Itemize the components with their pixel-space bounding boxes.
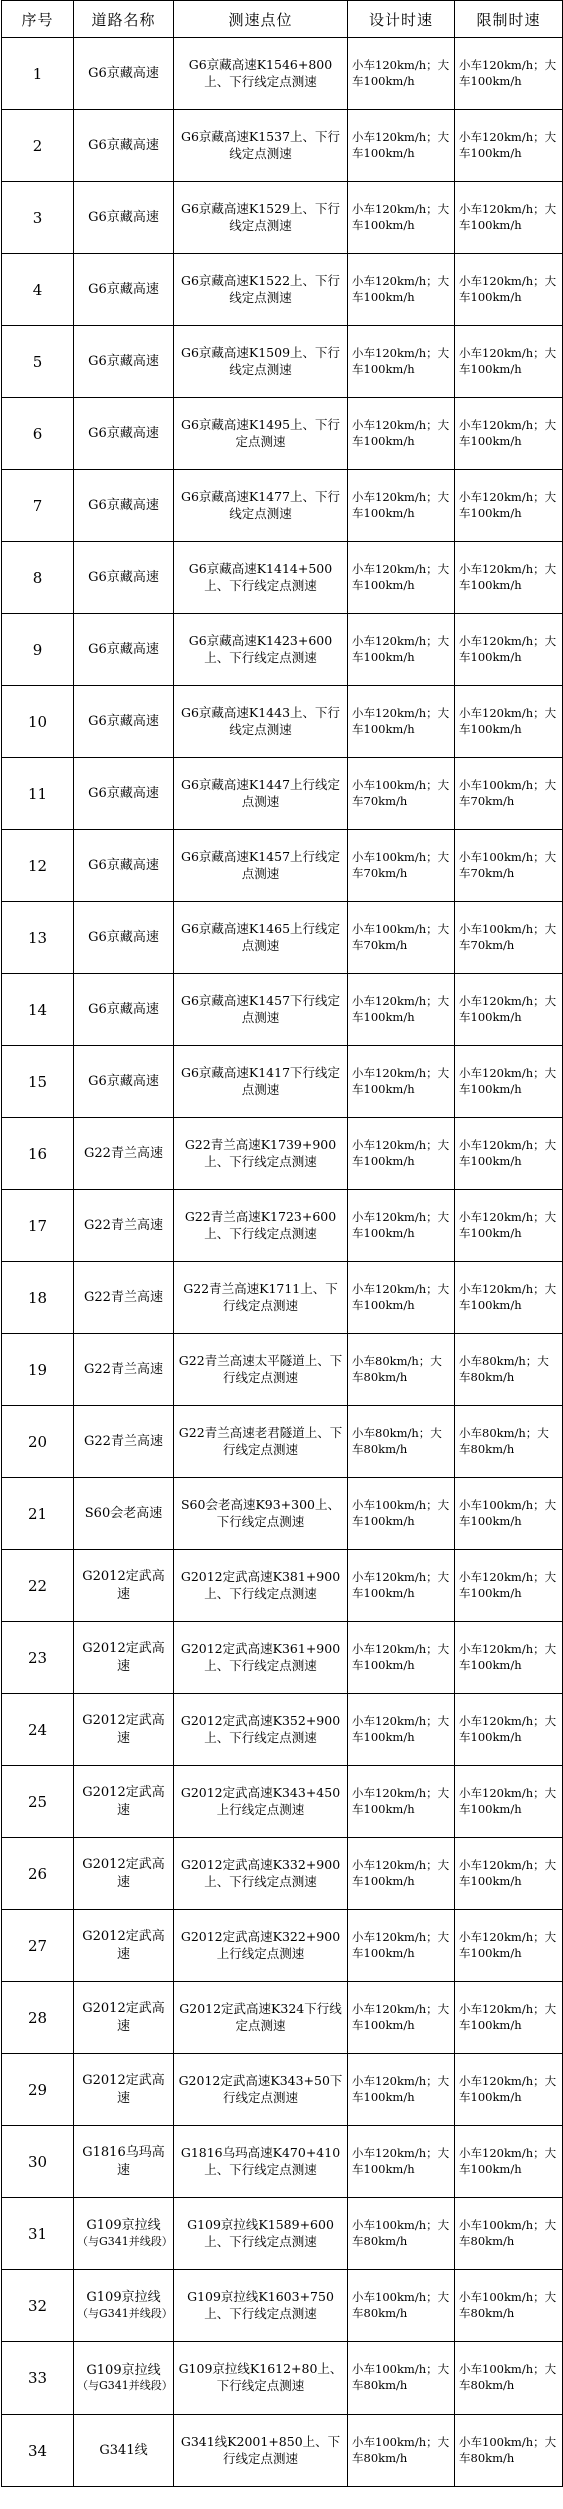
table-row: [2, 1046, 563, 1118]
row-index: 34: [2, 2415, 74, 2487]
row-index: 26: [2, 1838, 74, 1910]
road-name: G6京藏高速: [88, 353, 159, 369]
road-name-cell: [74, 686, 174, 758]
road-name-cell: [74, 470, 174, 542]
road-name: G6京藏高速: [88, 1001, 159, 1017]
speed-limit: 小车120km/h；大车100km/h: [455, 38, 563, 110]
design-speed: 小车120km/h；大车100km/h: [348, 398, 455, 470]
speed-limit: 小车120km/h；大车100km/h: [455, 2054, 563, 2126]
speed-limit: 小车120km/h；大车100km/h: [455, 1118, 563, 1190]
speed-limit: 小车100km/h；大车70km/h: [455, 830, 563, 902]
table-row: [2, 1910, 563, 1982]
row-index: 21: [2, 1478, 74, 1550]
camera-location: G109京拉线K1612+80上、下行线定点测速: [174, 2342, 348, 2415]
speed-limit: 小车120km/h；大车100km/h: [455, 686, 563, 758]
row-index: 9: [2, 614, 74, 686]
table-row: [2, 614, 563, 686]
design-speed: 小车100km/h；大车70km/h: [348, 830, 455, 902]
camera-location: G2012定武高速K352+900上、下行线定点测速: [174, 1694, 348, 1766]
camera-location: G6京藏高速K1495上、下行定点测速: [174, 398, 348, 470]
table-row: [2, 2342, 563, 2415]
table-row: [2, 1118, 563, 1190]
camera-location: G109京拉线K1603+750上、下行线定点测速: [174, 2270, 348, 2342]
row-index: 13: [2, 902, 74, 974]
row-index: 15: [2, 1046, 74, 1118]
road-name-cell: [74, 1694, 174, 1766]
road-name-cell: [74, 1046, 174, 1118]
road-name: G22青兰高速: [84, 1361, 163, 1377]
header-speed-limit: 限制时速: [455, 1, 563, 38]
table-row: [2, 2054, 563, 2126]
speed-limit: 小车80km/h；大车80km/h: [455, 1334, 563, 1406]
row-index: 24: [2, 1694, 74, 1766]
header-row: [2, 1, 563, 38]
design-speed: 小车100km/h；大车100km/h: [348, 1478, 455, 1550]
row-index: 29: [2, 2054, 74, 2126]
speed-limit: 小车120km/h；大车100km/h: [455, 2126, 563, 2198]
table-row: [2, 110, 563, 182]
road-name-cell: [74, 1982, 174, 2054]
road-name: G6京藏高速: [88, 713, 159, 729]
table-row: [2, 542, 563, 614]
design-speed: 小车120km/h；大车100km/h: [348, 254, 455, 326]
camera-location: G6京藏高速K1509上、下行线定点测速: [174, 326, 348, 398]
road-name: G22青兰高速: [84, 1145, 163, 1161]
row-index: 16: [2, 1118, 74, 1190]
design-speed: 小车120km/h；大车100km/h: [348, 1190, 455, 1262]
speed-limit: 小车100km/h；大车80km/h: [455, 2342, 563, 2415]
camera-location: G2012定武高速K381+900上、下行线定点测速: [174, 1550, 348, 1622]
speed-limit: 小车120km/h；大车100km/h: [455, 1982, 563, 2054]
road-name: G2012定武高速: [82, 1640, 165, 1674]
design-speed: 小车100km/h；大车80km/h: [348, 2198, 455, 2270]
table-row: [2, 902, 563, 974]
road-name-cell: [74, 2054, 174, 2126]
design-speed: 小车120km/h；大车100km/h: [348, 1910, 455, 1982]
table-row: [2, 398, 563, 470]
speed-limit: 小车100km/h；大车80km/h: [455, 2270, 563, 2342]
road-name: G109京拉线: [86, 2362, 161, 2378]
row-index: 10: [2, 686, 74, 758]
road-name-cell: [74, 902, 174, 974]
table-row: [2, 2270, 563, 2342]
speed-limit: 小车120km/h；大车100km/h: [455, 326, 563, 398]
design-speed: 小车120km/h；大车100km/h: [348, 326, 455, 398]
road-name: G6京藏高速: [88, 65, 159, 81]
road-name-cell: [74, 2342, 174, 2415]
road-name-cell: [74, 182, 174, 254]
row-index: 2: [2, 110, 74, 182]
row-index: 7: [2, 470, 74, 542]
speed-limit: 小车120km/h；大车100km/h: [455, 1838, 563, 1910]
road-name: G6京藏高速: [88, 137, 159, 153]
header-index: 序号: [2, 1, 74, 38]
table-row: [2, 326, 563, 398]
design-speed: 小车120km/h；大车100km/h: [348, 110, 455, 182]
design-speed: 小车120km/h；大车100km/h: [348, 1262, 455, 1334]
speed-limit: 小车100km/h；大车80km/h: [455, 2415, 563, 2487]
speed-limit: 小车120km/h；大车100km/h: [455, 1550, 563, 1622]
row-index: 28: [2, 1982, 74, 2054]
road-name-cell: [74, 2415, 174, 2487]
table-row: [2, 1622, 563, 1694]
camera-location: G109京拉线K1589+600上、下行线定点测速: [174, 2198, 348, 2270]
design-speed: 小车120km/h；大车100km/h: [348, 1982, 455, 2054]
road-name-note: （与G341并线段）: [77, 2306, 173, 2320]
speed-limit: 小车100km/h；大车70km/h: [455, 902, 563, 974]
road-name: G2012定武高速: [82, 1784, 165, 1818]
design-speed: 小车120km/h；大车100km/h: [348, 1550, 455, 1622]
road-name: G6京藏高速: [88, 569, 159, 585]
road-name: G109京拉线: [86, 2290, 161, 2306]
road-name-cell: [74, 2270, 174, 2342]
road-name: G2012定武高速: [82, 2072, 165, 2106]
table-row: [2, 1406, 563, 1478]
row-index: 32: [2, 2270, 74, 2342]
road-name: G2012定武高速: [82, 1568, 165, 1602]
design-speed: 小车120km/h；大车100km/h: [348, 686, 455, 758]
speed-limit: 小车100km/h；大车70km/h: [455, 758, 563, 830]
camera-location: G1816乌玛高速K470+410上、下行线定点测速: [174, 2126, 348, 2198]
camera-location: G6京藏高速K1537上、下行线定点测速: [174, 110, 348, 182]
speed-limit: 小车120km/h；大车100km/h: [455, 1262, 563, 1334]
road-name-note: （与G341并线段）: [77, 2379, 173, 2393]
road-name: G6京藏高速: [88, 641, 159, 657]
road-name: G6京藏高速: [88, 857, 159, 873]
row-index: 17: [2, 1190, 74, 1262]
table-row: [2, 1982, 563, 2054]
road-name: S60会老高速: [84, 1505, 163, 1521]
row-index: 3: [2, 182, 74, 254]
table-row: [2, 974, 563, 1046]
table-row: [2, 1838, 563, 1910]
camera-location: G2012定武高速K343+450上行线定点测速: [174, 1766, 348, 1838]
design-speed: 小车120km/h；大车100km/h: [348, 1046, 455, 1118]
speed-limit: 小车120km/h；大车100km/h: [455, 974, 563, 1046]
camera-location: G2012定武高速K332+900上、下行线定点测速: [174, 1838, 348, 1910]
road-name-cell: [74, 254, 174, 326]
road-name-cell: [74, 326, 174, 398]
design-speed: 小车120km/h；大车100km/h: [348, 38, 455, 110]
road-name-cell: [74, 1478, 174, 1550]
row-index: 31: [2, 2198, 74, 2270]
design-speed: 小车120km/h；大车100km/h: [348, 1766, 455, 1838]
table-row: [2, 830, 563, 902]
road-name: G2012定武高速: [82, 1856, 165, 1890]
camera-location: G2012定武高速K324下行线定点测速: [174, 1982, 348, 2054]
design-speed: 小车100km/h；大车70km/h: [348, 902, 455, 974]
road-name-cell: [74, 830, 174, 902]
camera-location: G22青兰高速太平隧道上、下行线定点测速: [174, 1334, 348, 1406]
design-speed: 小车120km/h；大车100km/h: [348, 2126, 455, 2198]
design-speed: 小车120km/h；大车100km/h: [348, 1622, 455, 1694]
road-name-cell: [74, 1550, 174, 1622]
row-index: 6: [2, 398, 74, 470]
road-name: G6京藏高速: [88, 209, 159, 225]
camera-location: G6京藏高速K1414+500上、下行线定点测速: [174, 542, 348, 614]
camera-location: G6京藏高速K1465上行线定点测速: [174, 902, 348, 974]
camera-location: S60会老高速K93+300上、下行线定点测速: [174, 1478, 348, 1550]
design-speed: 小车120km/h；大车100km/h: [348, 182, 455, 254]
camera-location: G6京藏高速K1522上、下行线定点测速: [174, 254, 348, 326]
design-speed: 小车120km/h；大车100km/h: [348, 1118, 455, 1190]
road-name: G341线: [99, 2442, 148, 2458]
header-location: 测速点位: [174, 1, 348, 38]
camera-location: G2012定武高速K361+900上、下行线定点测速: [174, 1622, 348, 1694]
speed-limit: 小车120km/h；大车100km/h: [455, 1910, 563, 1982]
header-road-name: 道路名称: [74, 1, 174, 38]
road-name: G6京藏高速: [88, 497, 159, 513]
table-row: [2, 470, 563, 542]
row-index: 14: [2, 974, 74, 1046]
table-row: [2, 1766, 563, 1838]
road-name: G2012定武高速: [82, 1928, 165, 1962]
road-name-cell: [74, 1334, 174, 1406]
speed-limit: 小车120km/h；大车100km/h: [455, 1694, 563, 1766]
road-name-cell: [74, 758, 174, 830]
table-row: [2, 1694, 563, 1766]
road-name-cell: [74, 1406, 174, 1478]
speed-limit: 小车100km/h；大车100km/h: [455, 1478, 563, 1550]
row-index: 1: [2, 38, 74, 110]
row-index: 30: [2, 2126, 74, 2198]
table-row: [2, 182, 563, 254]
design-speed: 小车120km/h；大车100km/h: [348, 974, 455, 1046]
road-name: G6京藏高速: [88, 929, 159, 945]
road-name: G6京藏高速: [88, 1073, 159, 1089]
speed-limit: 小车120km/h；大车100km/h: [455, 1190, 563, 1262]
design-speed: 小车120km/h；大车100km/h: [348, 542, 455, 614]
road-name-cell: [74, 2198, 174, 2270]
road-name-cell: [74, 542, 174, 614]
table-row: [2, 2415, 563, 2487]
speed-limit: 小车120km/h；大车100km/h: [455, 614, 563, 686]
table-row: [2, 2198, 563, 2270]
speed-limit: 小车120km/h；大车100km/h: [455, 398, 563, 470]
table-row: [2, 1550, 563, 1622]
camera-location: G6京藏高速K1457下行线定点测速: [174, 974, 348, 1046]
table-row: [2, 1190, 563, 1262]
row-index: 33: [2, 2342, 74, 2415]
table-row: [2, 686, 563, 758]
road-name-cell: [74, 614, 174, 686]
camera-location: G22青兰高速老君隧道上、下行线定点测速: [174, 1406, 348, 1478]
road-name-note: （与G341并线段）: [77, 2234, 173, 2248]
road-name: G109京拉线: [86, 2218, 161, 2234]
camera-location: G6京藏高速K1447上行线定点测速: [174, 758, 348, 830]
road-name: G6京藏高速: [88, 785, 159, 801]
road-name: G1816乌玛高速: [82, 2144, 165, 2178]
road-name-cell: [74, 1838, 174, 1910]
row-index: 18: [2, 1262, 74, 1334]
speed-camera-table: [1, 0, 563, 2487]
road-name: G6京藏高速: [88, 425, 159, 441]
road-name: G2012定武高速: [82, 1712, 165, 1746]
camera-location: G6京藏高速K1529上、下行线定点测速: [174, 182, 348, 254]
road-name-cell: [74, 2126, 174, 2198]
road-name: G22青兰高速: [84, 1217, 163, 1233]
camera-location: G6京藏高速K1457上行线定点测速: [174, 830, 348, 902]
row-index: 12: [2, 830, 74, 902]
table-row: [2, 1478, 563, 1550]
road-name-cell: [74, 1190, 174, 1262]
design-speed: 小车80km/h；大车80km/h: [348, 1406, 455, 1478]
camera-location: G6京藏高速K1417下行线定点测速: [174, 1046, 348, 1118]
design-speed: 小车80km/h；大车80km/h: [348, 1334, 455, 1406]
table-row: [2, 1334, 563, 1406]
road-name-cell: [74, 398, 174, 470]
road-name: G2012定武高速: [82, 2000, 165, 2034]
road-name-cell: [74, 1118, 174, 1190]
speed-limit: 小车120km/h；大车100km/h: [455, 470, 563, 542]
row-index: 4: [2, 254, 74, 326]
table-row: [2, 1262, 563, 1334]
design-speed: 小车120km/h；大车100km/h: [348, 470, 455, 542]
speed-limit: 小车120km/h；大车100km/h: [455, 1766, 563, 1838]
design-speed: 小车100km/h；大车70km/h: [348, 758, 455, 830]
design-speed: 小车100km/h；大车80km/h: [348, 2415, 455, 2487]
speed-limit: 小车120km/h；大车100km/h: [455, 1622, 563, 1694]
design-speed: 小车120km/h；大车100km/h: [348, 2054, 455, 2126]
design-speed: 小车100km/h；大车80km/h: [348, 2342, 455, 2415]
road-name: G22青兰高速: [84, 1289, 163, 1305]
speed-limit: 小车120km/h；大车100km/h: [455, 254, 563, 326]
road-name-cell: [74, 1262, 174, 1334]
camera-location: G6京藏高速K1546+800上、下行线定点测速: [174, 38, 348, 110]
row-index: 23: [2, 1622, 74, 1694]
road-name: G22青兰高速: [84, 1433, 163, 1449]
design-speed: 小车120km/h；大车100km/h: [348, 1838, 455, 1910]
row-index: 25: [2, 1766, 74, 1838]
road-name-cell: [74, 1910, 174, 1982]
speed-limit: 小车80km/h；大车80km/h: [455, 1406, 563, 1478]
speed-limit: 小车100km/h；大车80km/h: [455, 2198, 563, 2270]
camera-location: G6京藏高速K1477上、下行线定点测速: [174, 470, 348, 542]
row-index: 22: [2, 1550, 74, 1622]
camera-location: G2012定武高速K343+50下行线定点测速: [174, 2054, 348, 2126]
row-index: 27: [2, 1910, 74, 1982]
row-index: 20: [2, 1406, 74, 1478]
table-row: [2, 758, 563, 830]
speed-limit: 小车120km/h；大车100km/h: [455, 542, 563, 614]
table-row: [2, 2126, 563, 2198]
camera-location: G341线K2001+850上、下行线定点测速: [174, 2415, 348, 2487]
speed-limit: 小车120km/h；大车100km/h: [455, 1046, 563, 1118]
camera-location: G6京藏高速K1443上、下行线定点测速: [174, 686, 348, 758]
road-name-cell: [74, 110, 174, 182]
row-index: 5: [2, 326, 74, 398]
camera-location: G2012定武高速K322+900上行线定点测速: [174, 1910, 348, 1982]
design-speed: 小车120km/h；大车100km/h: [348, 1694, 455, 1766]
road-name: G6京藏高速: [88, 281, 159, 297]
camera-location: G22青兰高速K1723+600上、下行线定点测速: [174, 1190, 348, 1262]
camera-location: G6京藏高速K1423+600上、下行线定点测速: [174, 614, 348, 686]
design-speed: 小车120km/h；大车100km/h: [348, 614, 455, 686]
speed-limit: 小车120km/h；大车100km/h: [455, 182, 563, 254]
header-design-speed: 设计时速: [348, 1, 455, 38]
road-name-cell: [74, 974, 174, 1046]
design-speed: 小车100km/h；大车80km/h: [348, 2270, 455, 2342]
row-index: 19: [2, 1334, 74, 1406]
table-row: [2, 254, 563, 326]
camera-location: G22青兰高速K1711上、下行线定点测速: [174, 1262, 348, 1334]
road-name-cell: [74, 1622, 174, 1694]
row-index: 8: [2, 542, 74, 614]
road-name-cell: [74, 1766, 174, 1838]
road-name-cell: [74, 38, 174, 110]
speed-limit: 小车120km/h；大车100km/h: [455, 110, 563, 182]
table-row: [2, 38, 563, 110]
row-index: 11: [2, 758, 74, 830]
camera-location: G22青兰高速K1739+900上、下行线定点测速: [174, 1118, 348, 1190]
